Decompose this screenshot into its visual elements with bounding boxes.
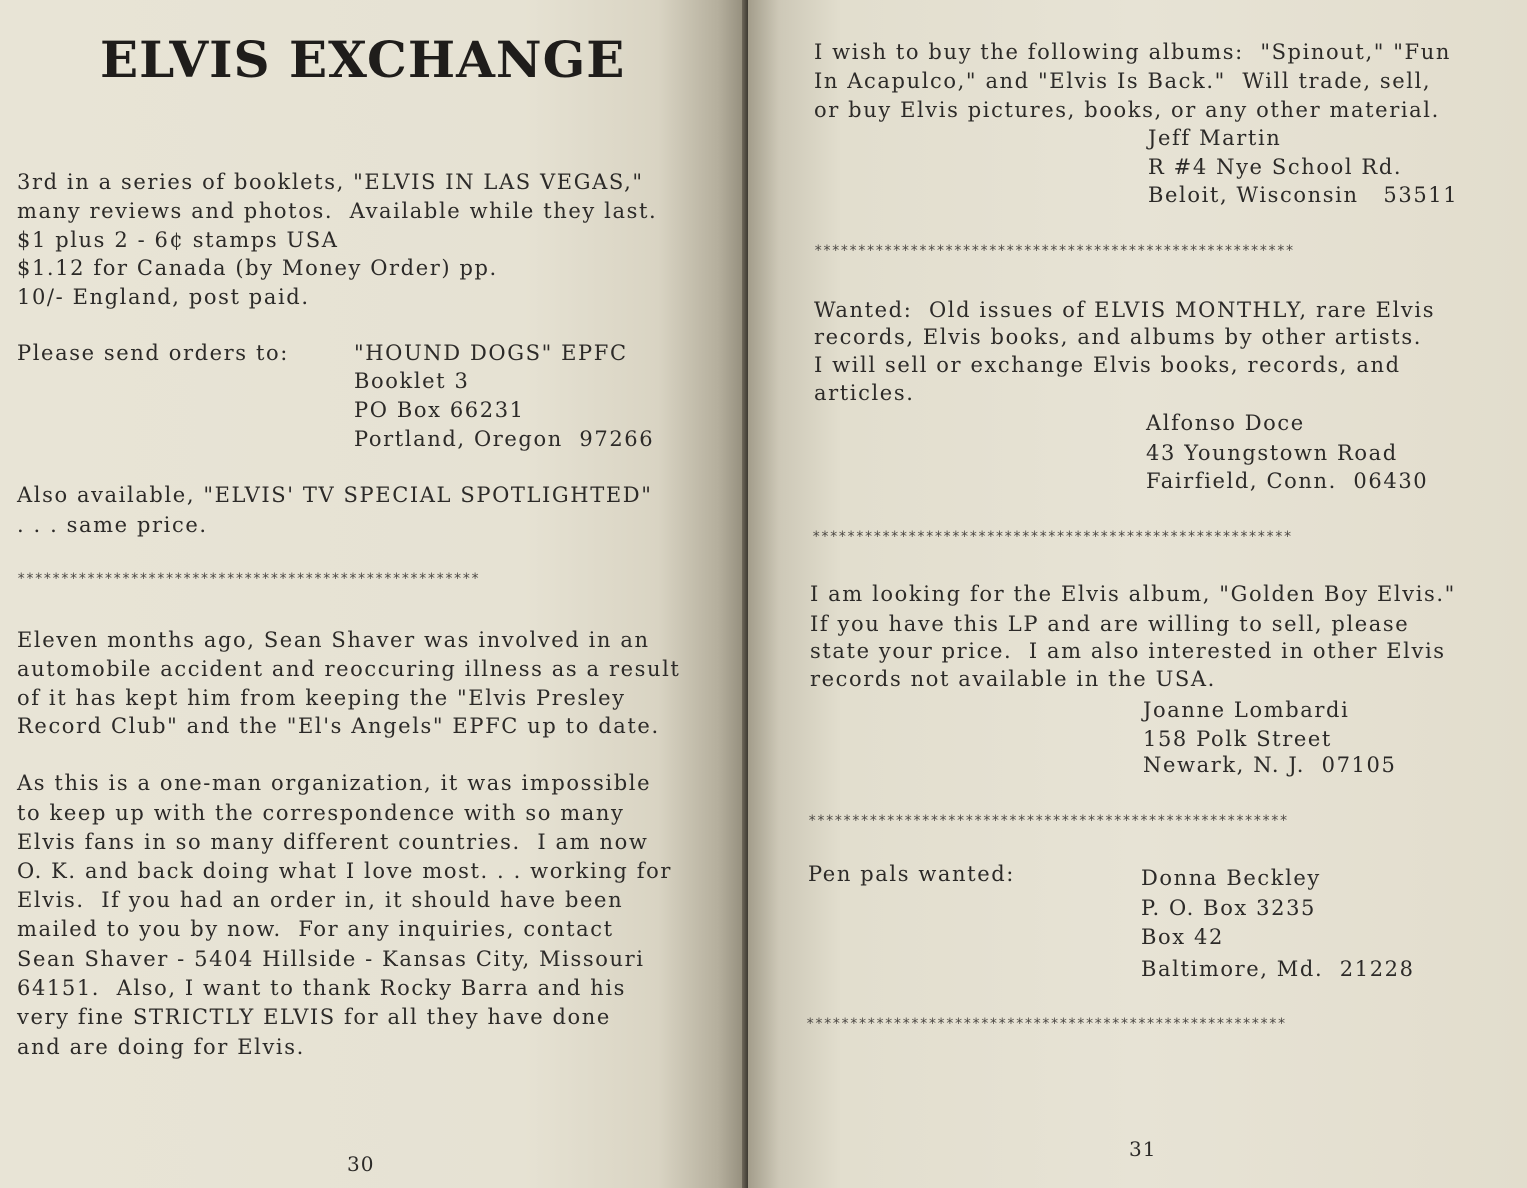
address-line: "HOUND DOGS" EPFC bbox=[354, 341, 628, 365]
booklet-ad-line: $1 plus 2 - 6¢ stamps USA bbox=[17, 228, 339, 252]
ad-line: records not available in the USA. bbox=[810, 667, 1216, 691]
notice-line: Elvis fans in so many different countries. I am now bbox=[17, 830, 649, 854]
ad-line: state your price. I am also interested in other Elvis bbox=[810, 639, 1446, 663]
divider: ******************************************************* bbox=[812, 529, 1293, 545]
notice-line: 64151. Also, I want to thank Rocky Barra and his bbox=[17, 976, 627, 1000]
divider: ***************************************************** bbox=[17, 571, 480, 587]
ad-line: I will sell or exchange Elvis books, records, and bbox=[814, 353, 1401, 377]
notice-line: to keep up with the correspondence with so many bbox=[17, 801, 625, 825]
notice-line: mailed to you by now. For any inquiries, contact bbox=[17, 917, 614, 941]
ad-line: If you have this LP and are willing to sell, please bbox=[810, 612, 1410, 636]
address-line: R #4 Nye School Rd. bbox=[1148, 155, 1403, 179]
address-line: Beloit, Wisconsin 53511 bbox=[1148, 183, 1459, 207]
divider: ******************************************************* bbox=[808, 813, 1289, 829]
page-number: 30 bbox=[347, 1152, 375, 1176]
ad-line: In Acapulco," and "Elvis Is Back." Will trade, sell, bbox=[814, 69, 1432, 93]
divider: ******************************************************* bbox=[814, 243, 1295, 259]
pen-pals-label: Pen pals wanted: bbox=[808, 862, 1015, 886]
address-line: Portland, Oregon 97266 bbox=[354, 427, 655, 451]
address-line: P. O. Box 3235 bbox=[1141, 896, 1316, 920]
address-line: 43 Youngstown Road bbox=[1146, 441, 1398, 465]
address-line: Jeff Martin bbox=[1148, 126, 1282, 150]
address-line: Donna Beckley bbox=[1141, 866, 1321, 890]
page-title: ELVIS EXCHANGE bbox=[100, 30, 626, 89]
notice-line: automobile accident and reoccuring illness as a result bbox=[17, 657, 681, 681]
ad-line: articles. bbox=[814, 381, 915, 405]
notice-line: Record Club" and the "El's Angels" EPFC up to date. bbox=[17, 714, 660, 738]
address-line: Booklet 3 bbox=[354, 369, 470, 393]
ad-line: or buy Elvis pictures, books, or any other material. bbox=[814, 98, 1440, 122]
booklet-ad-line: $1.12 for Canada (by Money Order) pp. bbox=[17, 256, 498, 280]
address-line: PO Box 66231 bbox=[354, 398, 525, 422]
left-page bbox=[0, 0, 748, 1188]
notice-line: O. K. and back doing what I love most. . . working for bbox=[17, 859, 672, 883]
address-line: 158 Polk Street bbox=[1143, 727, 1332, 751]
address-line: Box 42 bbox=[1141, 925, 1224, 949]
ad-line: I am looking for the Elvis album, "Golden Boy Elvis." bbox=[810, 582, 1456, 606]
booklet-ad-line: 3rd in a series of booklets, "ELVIS IN LAS VEGAS," bbox=[17, 170, 644, 194]
address-line: Joanne Lombardi bbox=[1143, 698, 1350, 722]
notice-line: Sean Shaver - 5404 Hillside - Kansas City, Missouri bbox=[17, 947, 645, 971]
booklet-ad-line: 10/- England, post paid. bbox=[17, 285, 310, 309]
address-line: Baltimore, Md. 21228 bbox=[1141, 957, 1415, 981]
also-available-line: . . . same price. bbox=[17, 513, 208, 537]
right-page bbox=[748, 0, 1527, 1188]
notice-line: Eleven months ago, Sean Shaver was involved in an bbox=[17, 628, 650, 652]
notice-line: and are doing for Elvis. bbox=[17, 1035, 305, 1059]
notice-line: very fine STRICTLY ELVIS for all they have done bbox=[17, 1005, 611, 1029]
address-line: Fairfield, Conn. 06430 bbox=[1146, 469, 1429, 493]
notice-line: As this is a one-man organization, it was impossible bbox=[17, 771, 652, 795]
page-number: 31 bbox=[1129, 1137, 1157, 1161]
ad-line: records, Elvis books, and albums by other artists. bbox=[814, 325, 1422, 349]
address-line: Alfonso Doce bbox=[1146, 411, 1305, 435]
send-orders-label: Please send orders to: bbox=[17, 341, 289, 365]
address-line: Newark, N. J. 07105 bbox=[1143, 753, 1397, 777]
also-available-line: Also available, "ELVIS' TV SPECIAL SPOTLIGHTED" bbox=[17, 483, 653, 507]
booklet-ad-line: many reviews and photos. Available while they last. bbox=[17, 199, 658, 223]
notice-line: of it has kept him from keeping the "Elvis Presley bbox=[17, 686, 626, 710]
ad-line: I wish to buy the following albums: "Spinout," "Fun bbox=[814, 40, 1451, 64]
ad-line: Wanted: Old issues of ELVIS MONTHLY, rare Elvis bbox=[814, 298, 1436, 322]
divider: ******************************************************* bbox=[806, 1016, 1287, 1032]
notice-line: Elvis. If you had an order in, it should have been bbox=[17, 888, 624, 912]
